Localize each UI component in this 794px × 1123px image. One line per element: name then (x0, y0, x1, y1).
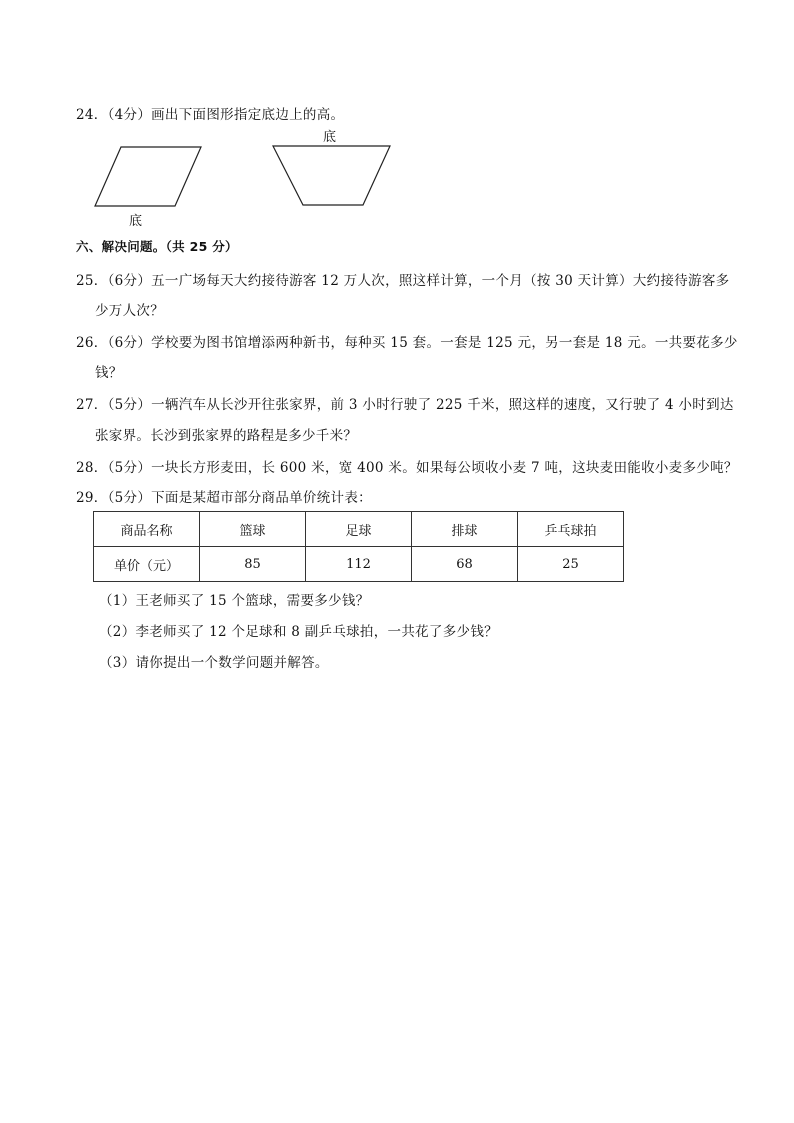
question-29-line1: 29．（5分）下面是某超市部分商品单价统计表： (76, 490, 372, 506)
question-28-line1: 28．（5分）一块长方形麦田，长 600 米，宽 400 米。如果每公顷收小麦 7 吨，这块麦田能收小麦多少吨？ (76, 460, 738, 476)
table-cell: 单价（元） (94, 547, 200, 582)
question-26-line2: 钱？ (95, 365, 123, 381)
parallelogram-base-label: 底 (129, 214, 143, 229)
table-cell: 篮球 (200, 512, 306, 547)
table-row (94, 512, 624, 547)
table-cell: 商品名称 (94, 512, 200, 547)
trapezoid-shape (273, 146, 390, 205)
question-25-line2: 少万人次？ (95, 303, 164, 319)
question-26-line1: 26．（6分）学校要为图书馆增添两种新书，每种买 15 套。一套是 125 元，另一套是 18 元。一共要花多少 (76, 335, 738, 351)
question-27-line2: 张家界。长沙到张家界的路程是多少千米？ (95, 428, 358, 444)
question-29-sub3: （3）请你提出一个数学问题并解答。 (99, 655, 329, 671)
table-cell: 25 (518, 547, 624, 582)
geometry-figures (0, 0, 794, 240)
price-table (93, 511, 624, 582)
table-cell: 68 (412, 547, 518, 582)
question-25-line1: 25．（6分）五一广场每天大约接待游客 12 万人次，照这样计算，一个月（按 30 天计算）大约接待游客多 (76, 273, 730, 289)
section-heading: 六、解决问题。（共 25 分） (76, 239, 238, 254)
table-cell: 112 (306, 547, 412, 582)
question-29-sub2: （2）李老师买了 12 个足球和 8 副乒乓球拍，一共花了多少钱？ (99, 624, 498, 640)
table-row (94, 547, 624, 582)
table-cell: 排球 (412, 512, 518, 547)
parallelogram-shape (95, 147, 201, 206)
table-cell: 85 (200, 547, 306, 582)
table-cell: 乒乓球拍 (518, 512, 624, 547)
trapezoid-base-label: 底 (323, 130, 337, 145)
question-24-text: 24．（4分）画出下面图形指定底边上的高。 (76, 107, 345, 123)
table-cell: 足球 (306, 512, 412, 547)
question-27-line1: 27．（5分）一辆汽车从长沙开往张家界，前 3 小时行驶了 225 千米，照这样的速度，又行驶了 4 小时到达 (76, 397, 734, 413)
question-29-sub1: （1）王老师买了 15 个篮球，需要多少钱？ (99, 593, 370, 609)
